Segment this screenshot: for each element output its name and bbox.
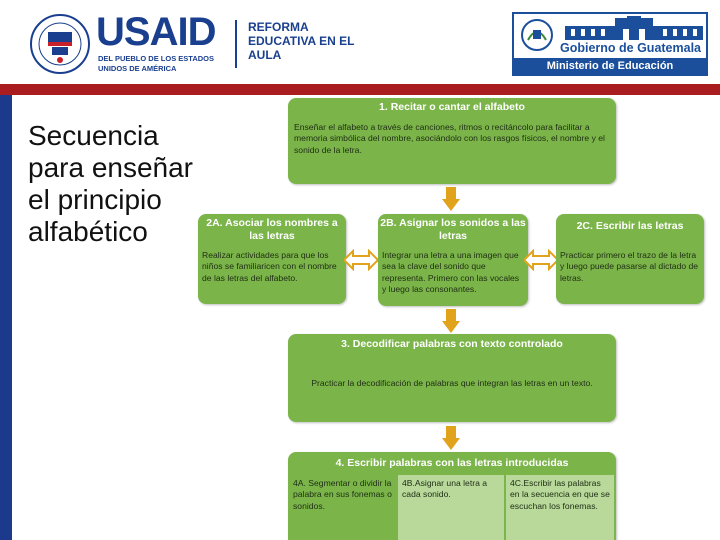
step1-box (288, 98, 616, 184)
usaid-logo-text: USAID (96, 10, 216, 54)
step4-box (288, 452, 616, 540)
step2b-text: Integrar una letra a una imagen que sea la clave del sonido que representa. Primero con las vocales y luego las consonantes. (382, 250, 520, 295)
step3-title: 3. Decodificar palabras con texto controlado (341, 338, 563, 350)
gobierno-text: Gobierno de Guatemala (560, 41, 702, 55)
left-accent-bar (0, 95, 12, 540)
step3-text: Practicar la decodificación de palabras que integran las letras en un texto. (311, 378, 593, 388)
step2a-title: 2A. Asociar los nombres a las letras (206, 217, 338, 242)
step2b-box (378, 214, 528, 306)
step4a-text: 4A. Segmentar o dividir la palabra en sus fonemas o sonidos. (293, 478, 392, 511)
usaid-subtitle: DEL PUEBLO DE LOS ESTADOS UNIDOS DE AMÉRICA (98, 54, 214, 73)
step1-text: Enseñar el alfabeto a través de canciones, ritmos o recitáncolo para facilitar a memoria simbólica del nombre, asociándolo con los rasgos físicos, el nombre y el sonido de la letra. (294, 122, 605, 155)
palace-icon (565, 16, 703, 40)
step4c-text: 4C.Escribir las palabras en la secuencia en que se escuchan los fonemas. (510, 478, 610, 511)
arrow-down-icon (442, 309, 460, 333)
step4-title: 4. Escribir palabras con las letras introducidas (335, 457, 569, 469)
step3-box (288, 334, 616, 422)
step2a-text: Realizar actividades para que los niños se familiaricen con el nombre de las letras del alfabeto. (202, 250, 337, 283)
step2c-text: Practicar primero el trazo de la letra y luego puede pasarse al dictado de letras. (560, 250, 699, 283)
arrow-down-icon (442, 426, 460, 450)
step1-title: 1. Recitar o cantar el alfabeto (379, 101, 525, 113)
step2c-box (556, 214, 704, 304)
step4a-cell (290, 475, 396, 540)
usaid-seal-icon (30, 14, 90, 74)
step2b-title: 2B. Asignar los sonidos a las letras (380, 217, 526, 242)
ministerio-text: Ministerio de Educación (546, 60, 674, 72)
step4c-cell (506, 475, 614, 540)
header-red-rule (0, 84, 720, 95)
slide-title: Secuencia para enseñar el principio alfabético (28, 120, 194, 247)
double-arrow-icon (344, 249, 378, 271)
double-arrow-icon (524, 249, 558, 271)
logo-divider (235, 20, 237, 68)
reforma-logo-text: REFORMA EDUCATIVA EN EL AULA (248, 20, 355, 62)
guatemala-seal-icon (520, 18, 554, 52)
step2c-title: 2C. Escribir las letras (576, 220, 684, 232)
step4b-text: 4B.Asignar una letra a cada sonido. (402, 478, 488, 500)
step4b-cell (398, 475, 504, 540)
arrow-down-icon (442, 187, 460, 211)
step2a-box (198, 214, 346, 304)
